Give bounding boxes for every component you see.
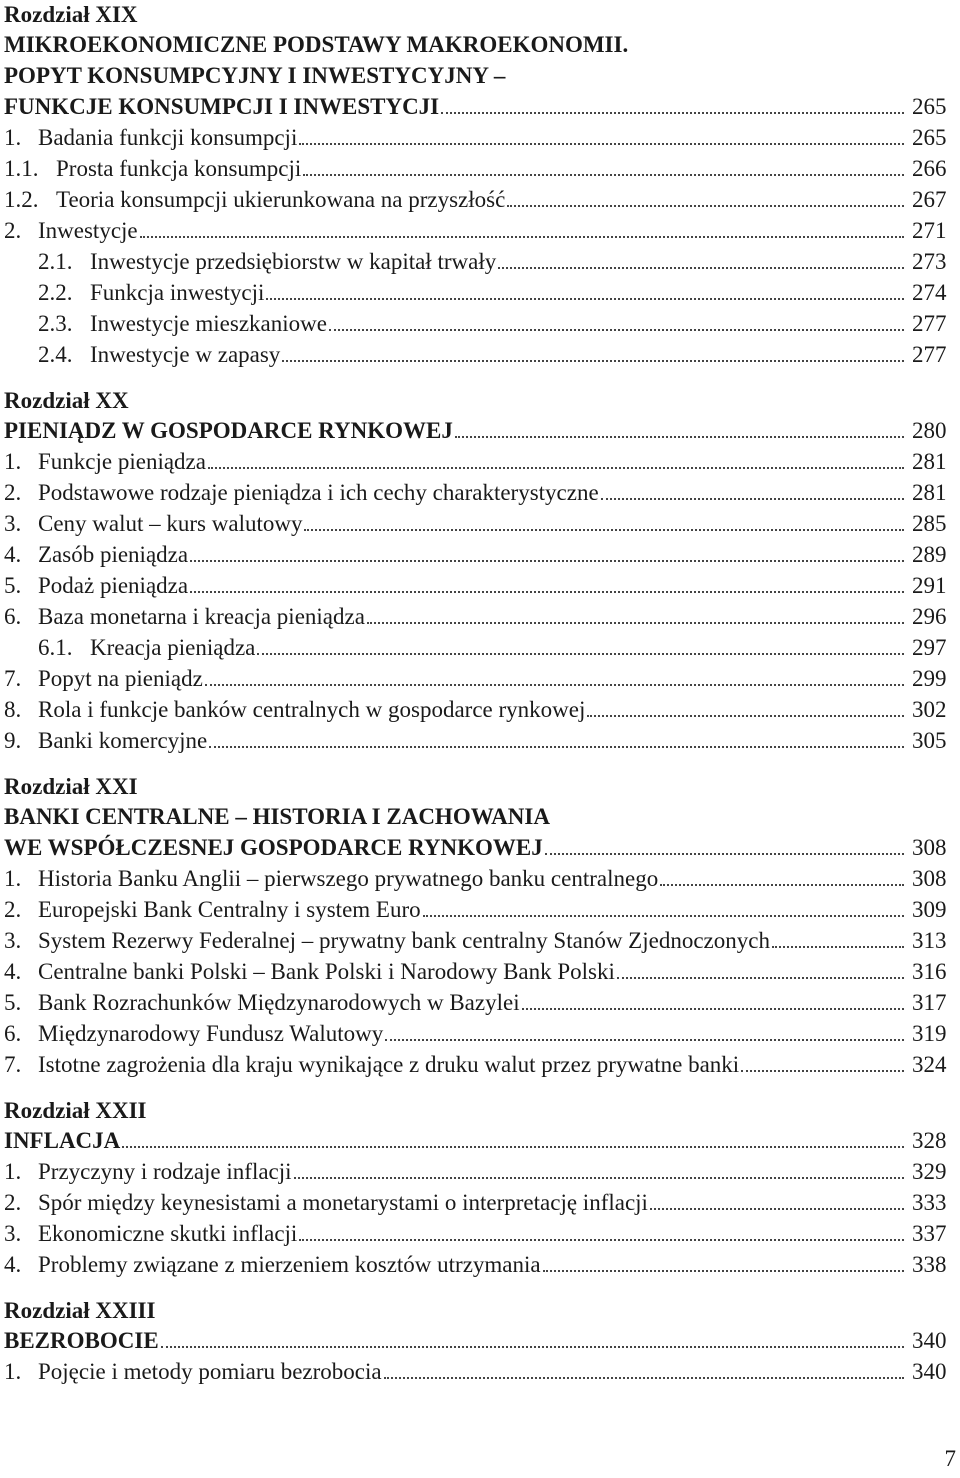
entry-number: 7. (4, 666, 22, 691)
entry-number: 1. (4, 125, 22, 150)
entry-label: Banki komercyjne (38, 728, 208, 753)
page-ref: 328 (912, 1128, 947, 1153)
toc-entry[interactable] (4, 1187, 960, 1218)
dot-leader (122, 1146, 904, 1148)
entry-number: 9. (4, 728, 22, 753)
page-ref: 291 (912, 573, 947, 598)
toc-entry[interactable] (4, 477, 960, 508)
entry-number: 3. (4, 928, 22, 953)
chapter-title-entry[interactable] (4, 1325, 960, 1356)
chapter-title-line: BANKI CENTRALNE – HISTORIA I ZACHOWANIA (4, 804, 550, 829)
dot-leader (660, 884, 904, 886)
dot-leader (367, 622, 904, 624)
toc-entry[interactable] (4, 663, 960, 694)
page-ref: 317 (912, 990, 947, 1015)
entry-label: Popyt na pieniądz (38, 666, 203, 691)
dot-leader (304, 529, 904, 531)
entry-label: Prosta funkcja konsumpcji (56, 156, 302, 181)
dot-leader (208, 467, 904, 469)
toc-entry[interactable] (4, 863, 960, 894)
page-ref: 266 (912, 156, 947, 181)
page-ref: 324 (912, 1052, 947, 1077)
entry-label: Problemy związane z mierzeniem kosztów utrzymania (38, 1252, 541, 1277)
dot-leader (385, 1039, 904, 1041)
entry-number: 4. (4, 1252, 22, 1277)
entry-label: Bank Rozrachunków Międzynarodowych w Bazylei (38, 990, 520, 1015)
chapter-title-entry[interactable] (4, 1125, 960, 1156)
entry-number: 2. (4, 218, 22, 243)
chapter-title-entry[interactable] (4, 415, 960, 446)
entry-number: 2. (4, 480, 22, 505)
entry-label: Funkcja inwestycji (90, 280, 265, 305)
dot-leader (522, 1008, 904, 1010)
page-ref: 340 (912, 1328, 947, 1353)
dot-leader (299, 1239, 904, 1241)
dot-leader (257, 653, 904, 655)
entry-label: Ceny walut – kurs walutowy (38, 511, 303, 536)
entry-label: System Rezerwy Federalnej – prywatny bank centralny Stanów Zjednoczonych (38, 928, 770, 953)
chapter-title-line: PIENIĄDZ W GOSPODARCE RYNKOWEJ (4, 418, 453, 443)
chapter-section (4, 386, 960, 756)
dot-leader (299, 143, 904, 145)
page-ref: 333 (912, 1190, 947, 1215)
entry-number: 5. (4, 990, 22, 1015)
entry-label: Istotne zagrożenia dla kraju wynikające z druku walut przez prywatne banki (38, 1052, 740, 1077)
page-ref: 277 (912, 311, 947, 336)
dot-leader (303, 174, 904, 176)
entry-number: 7. (4, 1052, 22, 1077)
entry-number: 1. (4, 1359, 22, 1384)
entry-number: 2. (4, 897, 22, 922)
toc-entry[interactable] (4, 987, 960, 1018)
dot-leader (266, 298, 904, 300)
page-ref: 265 (912, 94, 947, 119)
dot-leader (650, 1208, 904, 1210)
toc-entry[interactable] (4, 632, 960, 663)
entry-label: Międzynarodowy Fundusz Walutowy (38, 1021, 384, 1046)
entry-label: Inwestycje przedsiębiorstw w kapitał trwały (90, 249, 497, 274)
dot-leader (190, 560, 904, 562)
dot-leader (140, 236, 904, 238)
toc-entry[interactable] (4, 694, 960, 725)
entry-number: 2. (4, 1190, 22, 1215)
page-ref: 308 (912, 835, 947, 860)
dot-leader (294, 1177, 904, 1179)
entry-number: 5. (4, 573, 22, 598)
page-ref: 271 (912, 218, 947, 243)
entry-label: Inwestycje (38, 218, 138, 243)
page-ref: 309 (912, 897, 947, 922)
entry-number: 4. (4, 959, 22, 984)
page-ref: 281 (912, 480, 947, 505)
entry-label: Ekonomiczne skutki inflacji (38, 1221, 298, 1246)
entry-number: 4. (4, 542, 22, 567)
toc-entry[interactable] (4, 956, 960, 987)
toc-entry[interactable] (4, 1049, 960, 1080)
toc-entry[interactable] (4, 153, 960, 184)
toc-entry[interactable] (4, 539, 960, 570)
toc-entry[interactable] (4, 1356, 960, 1387)
chapter-title-entry[interactable] (4, 91, 960, 122)
toc-entry[interactable] (4, 215, 960, 246)
page-ref: 285 (912, 511, 947, 536)
page-ref: 319 (912, 1021, 947, 1046)
dot-leader (329, 329, 904, 331)
entry-number: 2.3. (38, 311, 73, 336)
dot-leader (587, 715, 904, 717)
toc-entry[interactable] (4, 446, 960, 477)
chapter-heading: Rozdział XIX (4, 2, 138, 27)
toc-entry[interactable] (4, 1249, 960, 1280)
entry-number: 6. (4, 604, 22, 629)
entry-number: 8. (4, 697, 22, 722)
dot-leader (617, 977, 904, 979)
entry-label: Podstawowe rodzaje pieniądza i ich cechy charakterystyczne (38, 480, 599, 505)
chapter-title-line: INFLACJA (4, 1128, 121, 1153)
chapter-section (4, 772, 960, 1080)
dot-leader (161, 1346, 904, 1348)
dot-leader (545, 853, 904, 855)
toc-entry[interactable] (4, 339, 960, 370)
entry-number: 1.2. (4, 187, 39, 212)
page-ref: 265 (912, 125, 947, 150)
chapter-title-line: POPYT KONSUMPCYJNY I INWESTYCYJNY – (4, 63, 506, 88)
page-ref: 281 (912, 449, 947, 474)
page-ref: 274 (912, 280, 947, 305)
entry-number: 1.1. (4, 156, 39, 181)
dot-leader (498, 267, 904, 269)
entry-label: Inwestycje mieszkaniowe (90, 311, 327, 336)
entry-label: Centralne banki Polski – Bank Polski i Narodowy Bank Polski (38, 959, 615, 984)
chapter-heading: Rozdział XX (4, 388, 129, 413)
chapter-section (4, 1096, 960, 1280)
toc-entry[interactable] (4, 184, 960, 215)
entry-label: Przyczyny i rodzaje inflacji (38, 1159, 292, 1184)
page-number: 7 (944, 1446, 956, 1471)
page-ref: 313 (912, 928, 947, 953)
chapter-section (4, 1296, 960, 1387)
toc-entry[interactable] (4, 925, 960, 956)
entry-label: Baza monetarna i kreacja pieniądza (38, 604, 365, 629)
entry-label: Spór między keynesistami a monetarystami o interpretację inflacji (38, 1190, 648, 1215)
dot-leader (282, 360, 904, 362)
chapter-title-line: FUNKCJE KONSUMPCJI I INWESTYCJI (4, 94, 440, 119)
toc-entry[interactable] (4, 308, 960, 339)
entry-label: Teoria konsumpcji ukierunkowana na przyszłość (56, 187, 506, 212)
entry-label: Pojęcie i metody pomiaru bezrobocia (38, 1359, 382, 1384)
toc-entry[interactable] (4, 508, 960, 539)
dot-leader (190, 591, 904, 593)
entry-label: Podaż pieniądza (38, 573, 189, 598)
toc-entry[interactable] (4, 1156, 960, 1187)
entry-label: Historia Banku Anglii – pierwszego prywatnego banku centralnego (38, 866, 659, 891)
toc-entry[interactable] (4, 601, 960, 632)
chapter-heading: Rozdział XXI (4, 774, 138, 799)
dot-leader (423, 915, 904, 917)
chapter-heading: Rozdział XXIII (4, 1298, 156, 1323)
toc-entry[interactable] (4, 570, 960, 601)
page-ref: 267 (912, 187, 947, 212)
chapter-section (4, 0, 960, 370)
entry-label: Zasób pieniądza (38, 542, 189, 567)
entry-label: Inwestycje w zapasy (90, 342, 281, 367)
page-ref: 289 (912, 542, 947, 567)
entry-label: Badania funkcji konsumpcji (38, 125, 298, 150)
dot-leader (543, 1270, 904, 1272)
chapter-title-line: WE WSPÓŁCZESNEJ GOSPODARCE RYNKOWEJ (4, 835, 543, 860)
dot-leader (441, 112, 904, 114)
page-ref: 299 (912, 666, 947, 691)
dot-leader (384, 1377, 904, 1379)
entry-number: 3. (4, 511, 22, 536)
toc-entry[interactable] (4, 725, 960, 756)
entry-number: 2.1. (38, 249, 73, 274)
entry-label: Kreacja pieniądza (90, 635, 256, 660)
table-of-contents (4, 0, 960, 1387)
page-ref: 329 (912, 1159, 947, 1184)
dot-leader (741, 1070, 904, 1072)
dot-leader (205, 684, 904, 686)
entry-number: 3. (4, 1221, 22, 1246)
entry-label: Rola i funkcje banków centralnych w gospodarce rynkowej (38, 697, 586, 722)
page-ref: 277 (912, 342, 947, 367)
page-ref: 337 (912, 1221, 947, 1246)
entry-number: 2.4. (38, 342, 73, 367)
dot-leader (455, 436, 904, 438)
page-ref: 308 (912, 866, 947, 891)
page-ref: 305 (912, 728, 947, 753)
page-ref: 296 (912, 604, 947, 629)
entry-number: 6.1. (38, 635, 73, 660)
entry-number: 2.2. (38, 280, 73, 305)
toc-entry[interactable] (4, 1218, 960, 1249)
dot-leader (772, 946, 904, 948)
toc-entry[interactable] (4, 277, 960, 308)
page-ref: 297 (912, 635, 947, 660)
page-ref: 280 (912, 418, 947, 443)
entry-number: 1. (4, 449, 22, 474)
dot-leader (601, 498, 904, 500)
dot-leader (209, 746, 904, 748)
entry-label: Funkcje pieniądza (38, 449, 206, 474)
page-ref: 340 (912, 1359, 947, 1384)
chapter-heading: Rozdział XXII (4, 1098, 147, 1123)
chapter-title-line: BEZROBOCIE (4, 1328, 159, 1353)
entry-number: 1. (4, 866, 22, 891)
entry-label: Europejski Bank Centralny i system Euro (38, 897, 421, 922)
entry-number: 1. (4, 1159, 22, 1184)
page-ref: 273 (912, 249, 947, 274)
page-ref: 316 (912, 959, 947, 984)
toc-entry[interactable] (4, 246, 960, 277)
toc-entry[interactable] (4, 894, 960, 925)
entry-number: 6. (4, 1021, 22, 1046)
chapter-title-line: MIKROEKONOMICZNE PODSTAWY MAKROEKONOMII. (4, 32, 629, 57)
chapter-title-entry[interactable] (4, 832, 960, 863)
toc-entry[interactable] (4, 122, 960, 153)
page-ref: 338 (912, 1252, 947, 1277)
toc-entry[interactable] (4, 1018, 960, 1049)
page-ref: 302 (912, 697, 947, 722)
dot-leader (507, 205, 904, 207)
